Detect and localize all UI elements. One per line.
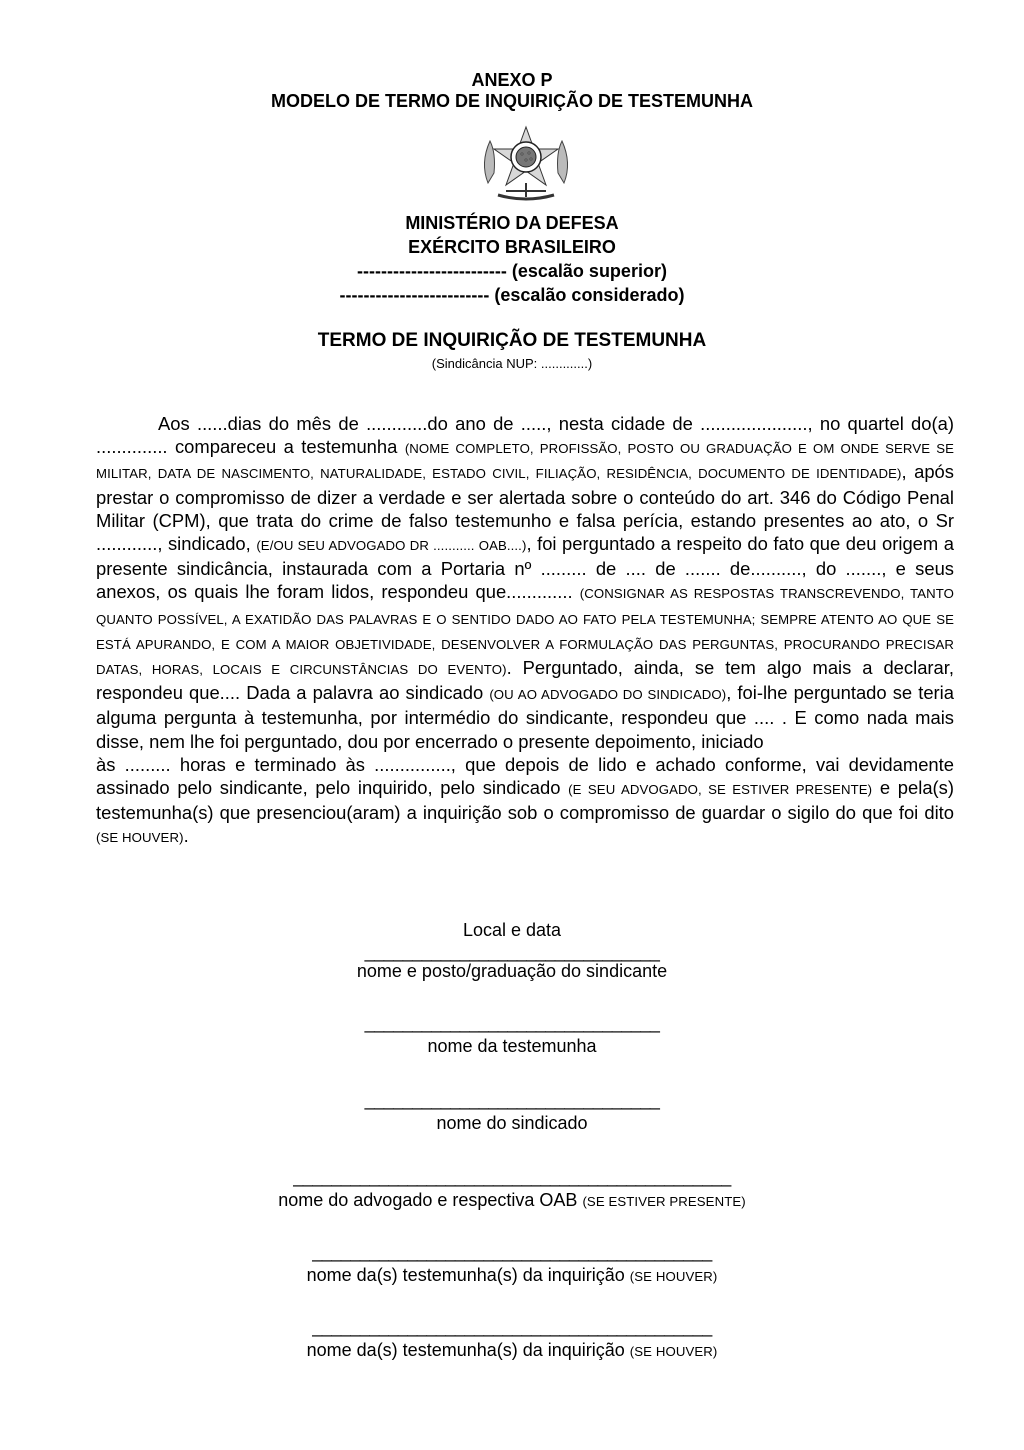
annex-label: ANEXO P bbox=[471, 70, 553, 90]
paragraph-1: Aos ......dias do mês de ............do ano de ....., nesta cidade de ....................., no quartel do(a) .............. compareceu a testemunha (NOME COMPLETO, PROFISSÃO, POSTO OU GRADUAÇÃO E OM ONDE SERVE SE MILITAR, DATA DE NASCIMENTO, NATURALIDADE, ESTADO CIVIL, FILIAÇÃO, RESIDÊNCIA, DOCUMENTO DE IDENTIDADE), após prestar o compromisso de dizer a verdade e ser alertada sobre o conteúdo do art. 346 do Código Penal Militar (CPM), que trata do crime de falso testemunho e falsa perícia, estando presentes ao ato, o Sr ............, sindicado, (E/OU SEU ADVOGADO DR ........... OAB....), foi perguntado a respeito do fato que deu origem a presente sindicância, instaurada com a Portaria nº ......... de .... de ....... de.........., do ......., e seus anexos, os quais lhe foram lidos, respondeu que............. (CONSIGNAR AS RESPOSTAS TRANSCREVENDO, TANTO QUANTO POSSÍVEL, A EXATIDÃO DAS PALAVRAS E O SENTIDO DADO AO FATO PELA TESTEMUNHA; SEMPRE ATENTO AO QUE SE ESTÁ APURANDO, E COM A MAIOR OBJETIVIDADE, DESENVOLVER A FORMULAÇÃO DAS PERGUNTAS, PROCURANDO PRECISAR DATAS, HORAS, LOCAIS E CIRCUNSTÂNCIAS DO EVENTO). Perguntado, ainda, se tem algo mais a declarar, respondeu que.... Dada a palavra ao sindicado (OU AO ADVOGADO DO SINDICADO), foi-lhe perguntado se teria alguma pergunta à testemunha, por intermédio do sindicante, respondeu que .... . E como nada mais disse, nem lhe foi perguntado, dou por encerrado o presente depoimento, iniciado bbox=[96, 413, 954, 752]
organization-block bbox=[0, 211, 1024, 307]
lawyer-label: nome do advogado e respectiva OAB (SE ESTIVER PRESENTE) bbox=[278, 1190, 746, 1210]
signature-line: __________________________________________ bbox=[312, 1242, 712, 1262]
inquirer-label: nome e posto/graduação do sindicante bbox=[356, 961, 668, 981]
document-body bbox=[96, 412, 954, 850]
place-date: Local e data bbox=[462, 920, 562, 940]
document-header bbox=[0, 70, 1024, 112]
signature-block bbox=[0, 920, 1024, 1361]
signature-line: _______________________________ bbox=[364, 942, 660, 962]
model-title: MODELO DE TERMO DE INQUIRIÇÃO DE TESTEMUNHA bbox=[270, 91, 753, 111]
army-name: EXÉRCITO BRASILEIRO bbox=[408, 237, 616, 257]
witnesses-label-1: nome da(s) testemunha(s) da inquirição (SE HOUVER) bbox=[306, 1265, 718, 1285]
term-title: TERMO DE INQUIRIÇÃO DE TESTEMUNHA bbox=[317, 330, 707, 351]
defendant-label: nome do sindicado bbox=[436, 1113, 588, 1133]
upper-echelon: ------------------------- (escalão superior) bbox=[357, 261, 667, 281]
ministry-name: MINISTÉRIO DA DEFESA bbox=[405, 213, 619, 233]
paragraph-2: às ......... horas e terminado às ..............., que depois de lido e achado conforme, vai devidamente assinado pelo sindicante, pelo inquirido, pelo sindicado (E SEU ADVOGADO, SE ESTIVER PRESENTE) e pela(s) testemunha(s) que presenciou(aram) a inquirição sob o compromisso de guardar o sigilo do que foi dito (SE HOUVER). bbox=[96, 753, 954, 847]
considered-echelon: ------------------------- (escalão considerado) bbox=[339, 285, 685, 305]
signature-line: _______________________________ bbox=[364, 1090, 660, 1110]
signature-line: ______________________________________________ bbox=[293, 1167, 731, 1187]
witnesses-label-2: nome da(s) testemunha(s) da inquirição (SE HOUVER) bbox=[306, 1340, 718, 1360]
witness-label: nome da testemunha bbox=[427, 1036, 597, 1056]
brazil-coat-of-arms-icon bbox=[476, 123, 576, 205]
term-subtitle: (Sindicância NUP: .............) bbox=[431, 356, 593, 371]
signature-line: __________________________________________ bbox=[312, 1317, 712, 1337]
signature-line: _______________________________ bbox=[364, 1013, 660, 1033]
